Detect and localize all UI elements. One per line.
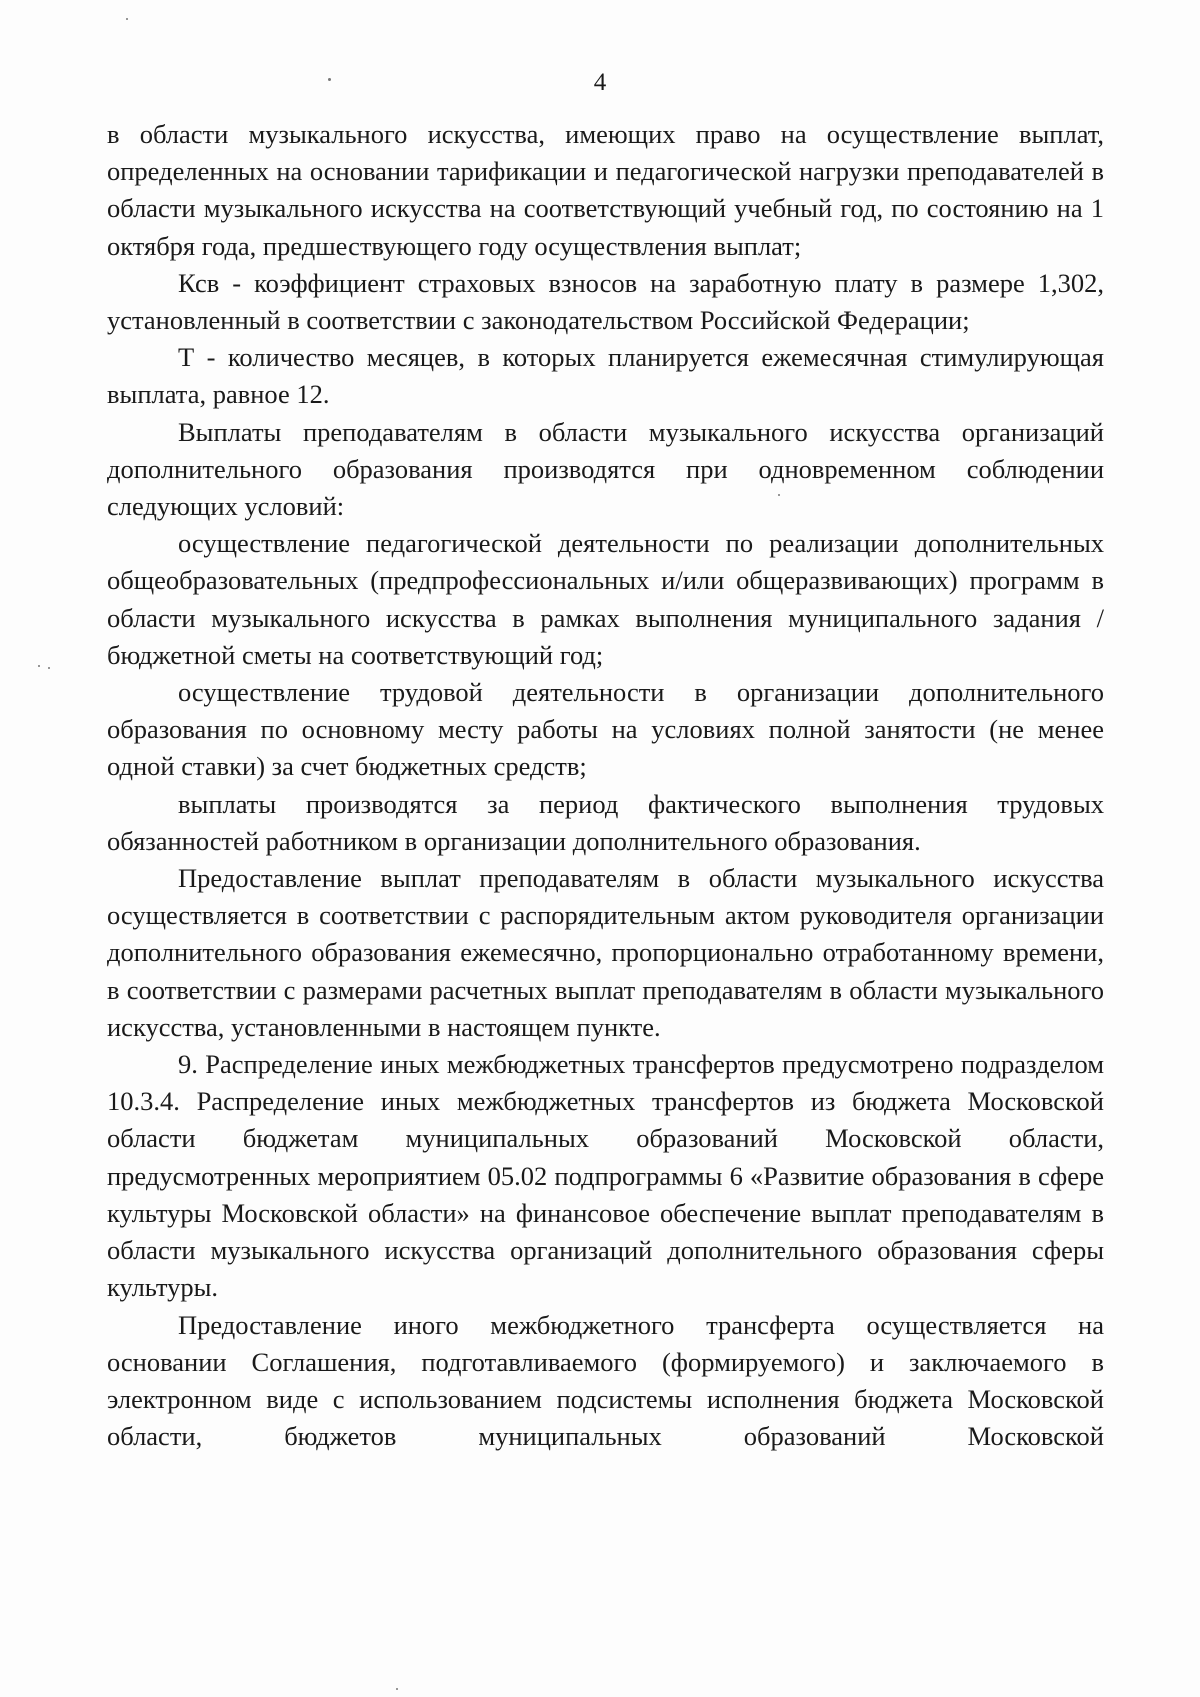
paragraph: Предоставление иного межбюджетного трансферта осуществляется на основании Соглашения, подготавливаемого (формируемого) и заключаемого в электронном виде с использованием подсистемы исполнения бюджета Московской области, бюджетов муниципальных образований Московской <box>107 1309 1104 1452</box>
paragraph: осуществление педагогической деятельности по реализации дополнительных общеобразовательных (предпрофессиональных и/или общеразвивающих) программ в области музыкального искусства в рамках выполнения муниципального задания / бюджетной сметы на соответствующий год; <box>107 528 1104 670</box>
paragraph: осуществление трудовой деятельности в организации дополнительного образования по основному месту работы на условиях полной занятости (не менее одной ставки) за счет бюджетных средств; <box>107 677 1104 782</box>
scan-speck <box>126 18 128 20</box>
paragraph: Предоставление выплат преподавателям в области музыкального искусства осуществляется в соответствии с распорядительным актом руководителя организации дополнительного образования ежемесячно, пропорционально отработанному времени, в соответствии с размерами расчетных выплат преподавателям в области музыкального искусства, установленными в настоящем пункте. <box>107 863 1104 1042</box>
document-body <box>107 116 1104 1455</box>
paragraph: Ксв - коэффициент страховых взносов на заработную плату в размере 1,302, установленный в соответствии с законодательством Российской Федерации; <box>107 267 1104 336</box>
scan-speck <box>48 667 50 669</box>
scan-speck <box>396 1688 398 1690</box>
paragraph: 9. Распределение иных межбюджетных трансфертов предусмотрено подразделом 10.3.4. Распределение иных межбюджетных трансфертов из бюджета Московской области бюджетам муниципальных образований Московской области, предусмотренных мероприятием 05.02 подпрограммы 6 «Развитие образования в сфере культуры Московской области» на финансовое обеспечение выплат преподавателям в области музыкального искусства организаций дополнительного образования сферы культуры. <box>107 1049 1104 1303</box>
scan-speck <box>38 665 40 667</box>
paragraph: выплаты производятся за период фактического выполнения трудовых обязанностей работником в организации дополнительного образования. <box>107 788 1104 856</box>
paragraph: Выплаты преподавателям в области музыкального искусства организаций дополнительного образования производятся при одновременном соблюдении следующих условий: <box>107 416 1104 522</box>
paragraph: в области музыкального искусства, имеющих право на осуществление выплат, определенных на основании тарификации и педагогической нагрузки преподавателей в области музыкального искусства на соответствующий учебный год, по состоянию на 1 октября года, предшествующего году осуществления выплат; <box>107 119 1104 261</box>
page-number: 4 <box>593 69 607 96</box>
paragraph: Т - количество месяцев, в которых планируется ежемесячная стимулирующая выплата, равное 12. <box>107 342 1104 410</box>
